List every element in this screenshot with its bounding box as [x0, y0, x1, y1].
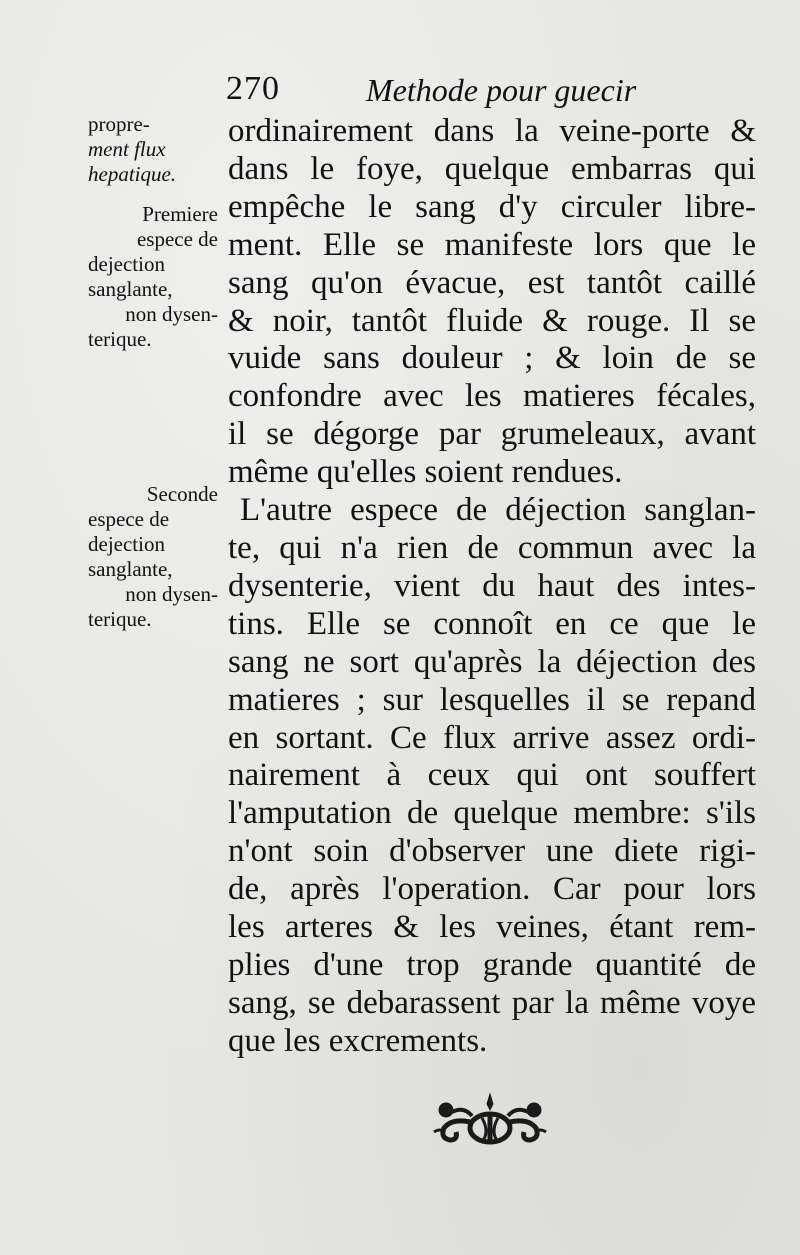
paragraph-2: [228, 492, 756, 1061]
text-line: sang, se debarassent par la même voye: [228, 984, 756, 1021]
margin-note-line: terique.: [88, 607, 152, 631]
text-line: sang qu'on évacue, est tantôt caillé: [228, 264, 756, 301]
margin-note-line: sanglante,: [88, 557, 173, 581]
text-line: dans le foye, quelque embarras qui: [228, 150, 756, 187]
text-line: plies d'une trop grande quantité de: [228, 946, 756, 983]
page-number: 270: [226, 70, 280, 107]
margin-note-flux-hepatique: [88, 112, 218, 187]
running-title: Methode pour guecir: [366, 72, 637, 108]
margin-note-line: espece de: [88, 507, 170, 531]
text-line: les arteres & les veines, étant rem-: [228, 909, 756, 946]
text-line: même qu'elles soient rendues.: [228, 454, 623, 491]
text-line: l'amputation de quelque membre: s'ils: [228, 795, 756, 832]
margin-note-seconde-espece: [88, 482, 218, 632]
text-line: empêche le sang d'y circuler libre-: [228, 188, 756, 225]
margin-note-premiere-espece: [88, 202, 218, 352]
margin-note-line: hepatique.: [88, 162, 177, 186]
margin-note-line: dejection: [88, 532, 165, 556]
text-line: matieres ; sur lesquelles il se repand: [228, 681, 756, 718]
margin-note-line: Premiere: [142, 202, 218, 226]
margin-note-line: non dysen-: [125, 582, 218, 606]
text-line: en sortant. Ce flux arrive assez ordi-: [228, 719, 756, 756]
text-line: vuide sans douleur ; & loin de se: [228, 340, 756, 377]
text-line: dysenterie, vient du haut des intes-: [228, 567, 756, 604]
text-line: tins. Elle se connoît en ce que le: [228, 605, 756, 642]
text-line: n'ont soin d'observer une diete rigi-: [228, 833, 756, 870]
fleuron-ornament-icon: [430, 1088, 550, 1152]
text-line: L'autre espece de déjection sanglan-: [240, 492, 756, 529]
text-line: que les excrements.: [228, 1022, 488, 1059]
margin-note-line: propre-: [88, 112, 150, 136]
page-header: [226, 70, 756, 114]
margin-note-line: ment flux: [88, 137, 166, 161]
text-line: de, après l'operation. Car pour lors: [228, 871, 756, 908]
text-line: il se dégorge par grumeleaux, avant: [228, 416, 756, 453]
paragraph-1: [228, 113, 756, 492]
text-line: confondre avec les matieres fécales,: [228, 378, 756, 415]
margin-note-line: espece de: [136, 227, 218, 251]
text-line: sang ne sort qu'après la déjection des: [228, 643, 756, 680]
margin-note-line: Seconde: [146, 482, 218, 506]
margin-note-line: terique.: [88, 327, 152, 351]
text-line: ordinairement dans la veine-porte &: [228, 113, 756, 149]
margin-note-line: dejection: [88, 252, 165, 276]
margin-note-line: non dysen-: [125, 302, 218, 326]
body-text: [228, 113, 756, 1061]
text-line: te, qui n'a rien de commun avec la: [228, 529, 756, 566]
text-line: ment. Elle se manifeste lors que le: [228, 226, 756, 263]
text-line: & noir, tantôt fluide & rouge. Il se: [228, 302, 756, 339]
margin-note-line: sanglante,: [88, 277, 173, 301]
text-line: nairement à ceux qui ont souffert: [228, 757, 756, 794]
